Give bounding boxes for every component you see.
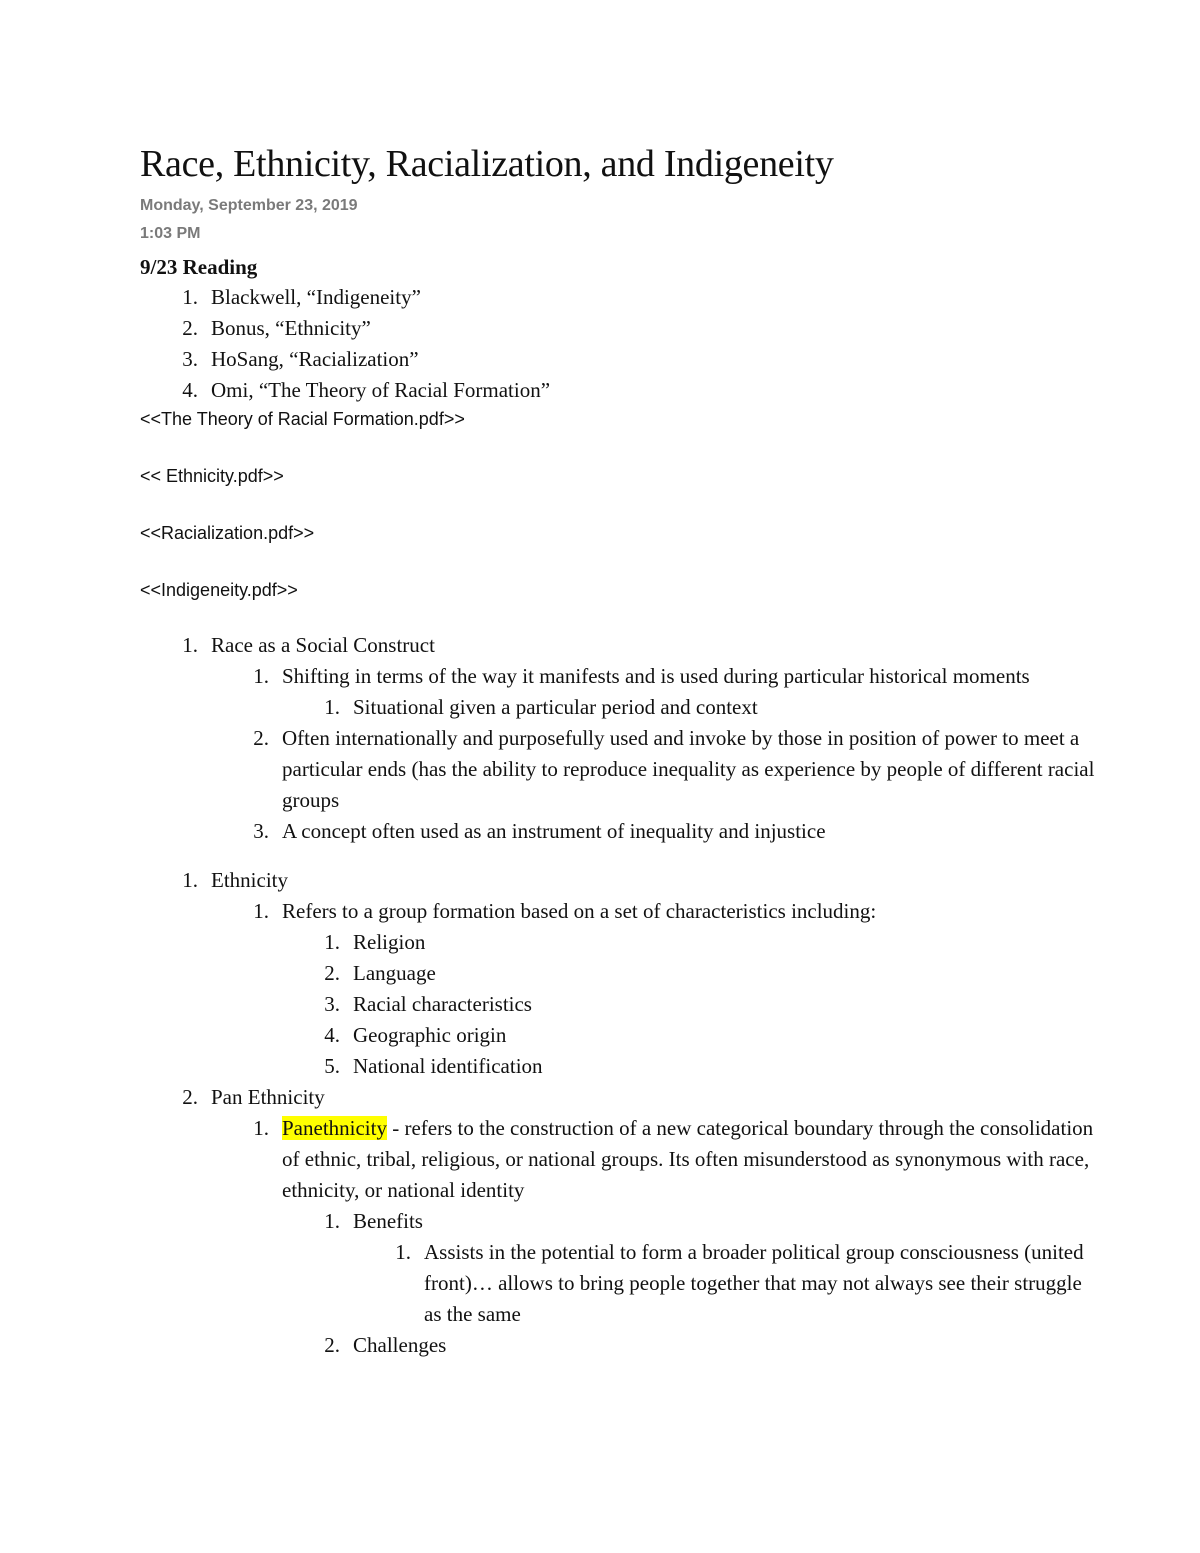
list-item [140,282,1100,313]
list-item [140,896,1100,927]
reading-list [140,282,1100,406]
list-number: 2. [182,1085,198,1109]
list-text: Benefits [353,1209,423,1233]
list-item [140,958,1100,989]
list-text: Assists in the potential to form a broader political group consciousness (united front)… allows to bring people together that may not always see their struggle as the same [424,1240,1084,1326]
list-text: Challenges [353,1333,447,1357]
highlighted-term: Panethnicity [282,1116,387,1140]
list-number: 5. [324,1054,340,1078]
list-number: 2. [324,1333,340,1357]
list-item [140,661,1100,692]
list-number: 1. [182,868,198,892]
list-text: Pan Ethnicity [211,1085,325,1109]
list-item [140,1330,1100,1361]
list-number: 1. [324,930,340,954]
list-text: Blackwell, “Indigeneity” [211,285,421,309]
list-number: 1. [253,1116,269,1140]
list-text: Ethnicity [211,868,288,892]
list-item [140,375,1100,406]
list-number: 4. [182,378,198,402]
page-title: Race, Ethnicity, Racialization, and Indigeneity [140,143,834,185]
note-page [140,140,1100,1361]
list-number: 1. [324,695,340,719]
list-item [140,1020,1100,1051]
list-number: 1. [182,633,198,657]
list-item [140,1051,1100,1082]
list-text: HoSang, “Racialization” [211,347,419,371]
note-date: Monday, September 23, 2019 [140,197,358,214]
attachment-racialization-pdf[interactable]: <<Racialization.pdf>> [140,523,315,543]
list-text: Geographic origin [353,1023,507,1047]
list-number: 1. [253,899,269,923]
list-text: Bonus, “Ethnicity” [211,316,371,340]
list-item [140,344,1100,375]
list-number: 4. [324,1023,340,1047]
list-item [140,692,1100,723]
list-item [140,865,1100,896]
list-text: Omi, “The Theory of Racial Formation” [211,378,551,402]
list-text: Race as a Social Construct [211,633,435,657]
list-text: Situational given a particular period and context [353,695,758,719]
list-item [140,1113,1100,1206]
list-number: 1. [395,1240,411,1264]
race-section [140,630,1100,847]
list-number: 1. [182,285,198,309]
attachment-theory-pdf[interactable]: <<The Theory of Racial Formation.pdf>> [140,409,465,429]
list-text: National identification [353,1054,543,1078]
list-item [140,630,1100,661]
list-number: 3. [324,992,340,1016]
list-number: 2. [324,961,340,985]
list-number: 1. [324,1209,340,1233]
note-time: 1:03 PM [140,225,201,242]
list-number: 3. [182,347,198,371]
list-text: Language [353,961,436,985]
list-text: A concept often used as an instrument of inequality and injustice [282,819,826,843]
list-item [140,989,1100,1020]
list-text: Often internationally and purposefully used and invoke by those in position of power to meet a particular ends (has the ability to reproduce inequality as experience by people of different racial groups [282,726,1095,812]
list-item [140,723,1100,816]
list-number: 3. [253,819,269,843]
reading-heading: 9/23 Reading [140,255,258,279]
list-item [140,1206,1100,1237]
attachment-ethnicity-pdf[interactable]: << Ethnicity.pdf>> [140,466,284,486]
list-text: Religion [353,930,426,954]
ethnicity-section [140,865,1100,1361]
list-text: Shifting in terms of the way it manifests and is used during particular historical moments [282,664,1030,688]
list-number: 1. [253,664,269,688]
list-item [140,1237,1100,1330]
list-text: Refers to a group formation based on a set of characteristics including: [282,899,877,923]
list-text: - refers to the construction of a new categorical boundary through the consolidation of ethnic, tribal, religious, or national groups. Its often misunderstood as synonymous with race, ethnicity, or national identity [282,1116,1094,1202]
attachment-indigeneity-pdf[interactable]: <<Indigeneity.pdf>> [140,580,298,600]
list-number: 2. [182,316,198,340]
list-text: Racial characteristics [353,992,532,1016]
list-item [140,927,1100,958]
list-number: 2. [253,726,269,750]
list-item [140,313,1100,344]
list-item [140,1082,1100,1113]
list-item [140,816,1100,847]
